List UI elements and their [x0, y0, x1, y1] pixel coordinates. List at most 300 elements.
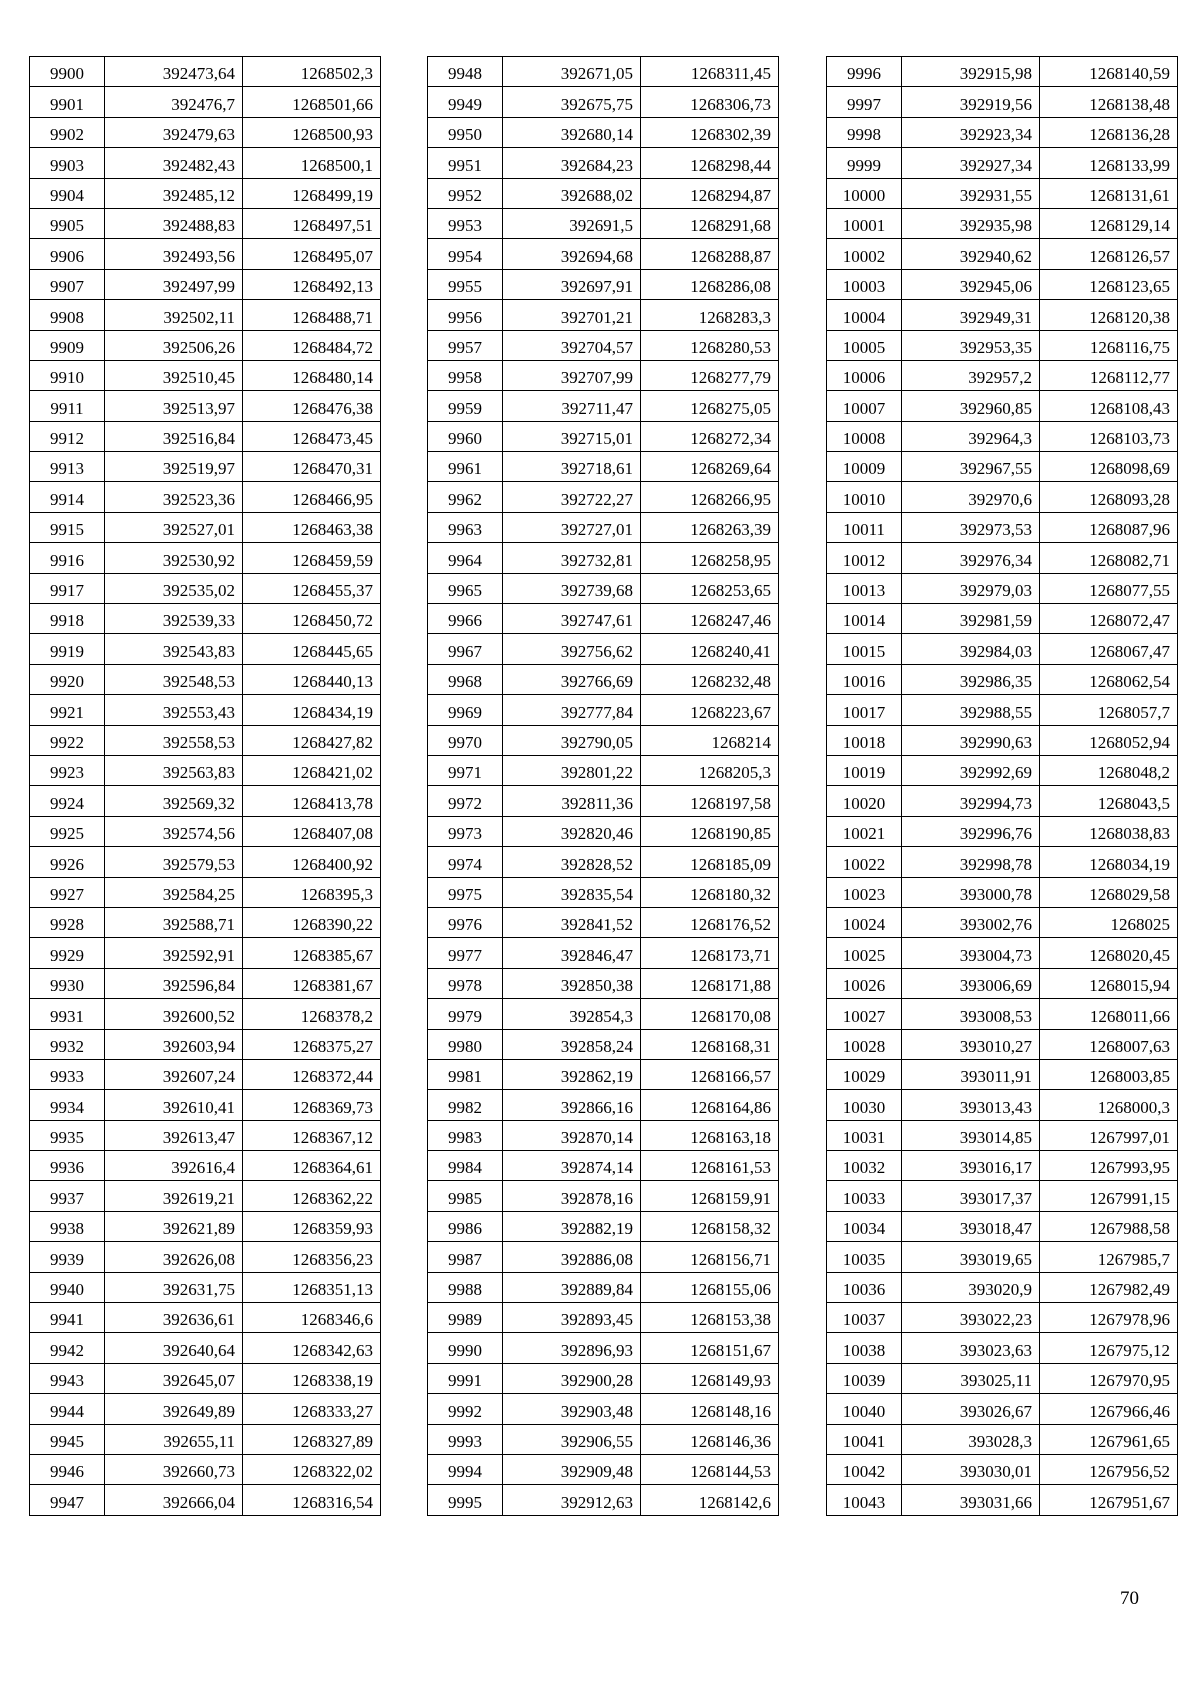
y-coordinate-cell: 1268322,02 — [243, 1454, 381, 1484]
x-coordinate-cell: 392927,34 — [902, 148, 1040, 178]
point-number-cell: 9938 — [30, 1211, 105, 1241]
y-coordinate-cell: 1267991,15 — [1040, 1181, 1178, 1211]
table-row — [827, 330, 1178, 360]
table-row — [428, 330, 779, 360]
table-row — [827, 604, 1178, 634]
table-row — [827, 573, 1178, 603]
table-row — [30, 695, 381, 725]
table-row — [428, 877, 779, 907]
point-number-cell: 9992 — [428, 1394, 503, 1424]
y-coordinate-cell: 1268316,54 — [243, 1485, 381, 1515]
point-number-cell: 9924 — [30, 786, 105, 816]
y-coordinate-cell: 1268342,63 — [243, 1333, 381, 1363]
point-number-cell: 9914 — [30, 482, 105, 512]
point-number-cell: 9904 — [30, 178, 105, 208]
x-coordinate-cell: 392896,93 — [503, 1333, 641, 1363]
y-coordinate-cell: 1268356,23 — [243, 1242, 381, 1272]
point-number-cell: 9943 — [30, 1363, 105, 1393]
point-number-cell: 9918 — [30, 604, 105, 634]
y-coordinate-cell: 1268311,45 — [641, 57, 779, 87]
point-number-cell: 9915 — [30, 512, 105, 542]
page-number: 70 — [1120, 1588, 1139, 1609]
point-number-cell: 10011 — [827, 512, 902, 542]
point-number-cell: 9974 — [428, 847, 503, 877]
x-coordinate-cell: 392588,71 — [105, 907, 243, 937]
x-coordinate-cell: 392569,32 — [105, 786, 243, 816]
point-number-cell: 9936 — [30, 1151, 105, 1181]
table-row — [30, 1090, 381, 1120]
y-coordinate-cell: 1268445,65 — [243, 634, 381, 664]
y-coordinate-cell: 1268170,08 — [641, 999, 779, 1029]
x-coordinate-cell: 392727,01 — [503, 512, 641, 542]
point-number-cell: 9991 — [428, 1363, 503, 1393]
x-coordinate-cell: 392510,45 — [105, 360, 243, 390]
y-coordinate-cell: 1268473,45 — [243, 421, 381, 451]
y-coordinate-cell: 1268025 — [1040, 907, 1178, 937]
table-row — [827, 1181, 1178, 1211]
y-coordinate-cell: 1268390,22 — [243, 907, 381, 937]
y-coordinate-cell: 1268253,65 — [641, 573, 779, 603]
table-row — [428, 999, 779, 1029]
y-coordinate-cell: 1268484,72 — [243, 330, 381, 360]
table-row — [30, 1059, 381, 1089]
point-number-cell: 9983 — [428, 1120, 503, 1150]
table-row — [428, 452, 779, 482]
y-coordinate-cell: 1268098,69 — [1040, 452, 1178, 482]
coordinate-table-body — [30, 57, 381, 1516]
x-coordinate-cell: 392986,35 — [902, 664, 1040, 694]
x-coordinate-cell: 392718,61 — [503, 452, 641, 482]
x-coordinate-cell: 392502,11 — [105, 300, 243, 330]
table-row — [428, 1211, 779, 1241]
y-coordinate-cell: 1268214 — [641, 725, 779, 755]
y-coordinate-cell: 1268048,2 — [1040, 755, 1178, 785]
y-coordinate-cell: 1268280,53 — [641, 330, 779, 360]
y-coordinate-cell: 1268455,37 — [243, 573, 381, 603]
point-number-cell: 9964 — [428, 543, 503, 573]
y-coordinate-cell: 1268362,22 — [243, 1181, 381, 1211]
y-coordinate-cell: 1268266,95 — [641, 482, 779, 512]
x-coordinate-cell: 393020,9 — [902, 1272, 1040, 1302]
x-coordinate-cell: 392506,26 — [105, 330, 243, 360]
y-coordinate-cell: 1268126,57 — [1040, 239, 1178, 269]
x-coordinate-cell: 392488,83 — [105, 208, 243, 238]
x-coordinate-cell: 392874,14 — [503, 1151, 641, 1181]
x-coordinate-cell: 392970,6 — [902, 482, 1040, 512]
y-coordinate-cell: 1268338,19 — [243, 1363, 381, 1393]
table-row — [30, 1181, 381, 1211]
x-coordinate-cell: 392940,62 — [902, 239, 1040, 269]
point-number-cell: 9910 — [30, 360, 105, 390]
table-row — [827, 755, 1178, 785]
x-coordinate-cell: 392660,73 — [105, 1454, 243, 1484]
x-coordinate-cell: 392790,05 — [503, 725, 641, 755]
y-coordinate-cell: 1268131,61 — [1040, 178, 1178, 208]
y-coordinate-cell: 1268038,83 — [1040, 816, 1178, 846]
point-number-cell: 10022 — [827, 847, 902, 877]
y-coordinate-cell: 1268291,68 — [641, 208, 779, 238]
table-row — [428, 938, 779, 968]
table-row — [428, 1120, 779, 1150]
table-row — [428, 1272, 779, 1302]
x-coordinate-cell: 392640,64 — [105, 1333, 243, 1363]
table-row — [428, 1303, 779, 1333]
x-coordinate-cell: 392915,98 — [902, 57, 1040, 87]
x-coordinate-cell: 392697,91 — [503, 269, 641, 299]
y-coordinate-cell: 1268168,31 — [641, 1029, 779, 1059]
point-number-cell: 10043 — [827, 1485, 902, 1515]
table-row — [428, 1394, 779, 1424]
x-coordinate-cell: 392523,36 — [105, 482, 243, 512]
point-number-cell: 9984 — [428, 1151, 503, 1181]
point-number-cell: 9946 — [30, 1454, 105, 1484]
point-number-cell: 10036 — [827, 1272, 902, 1302]
table-row — [827, 1151, 1178, 1181]
table-row — [428, 360, 779, 390]
y-coordinate-cell: 1268151,67 — [641, 1333, 779, 1363]
x-coordinate-cell: 392613,47 — [105, 1120, 243, 1150]
x-coordinate-cell: 392820,46 — [503, 816, 641, 846]
x-coordinate-cell: 392882,19 — [503, 1211, 641, 1241]
table-row — [30, 87, 381, 117]
y-coordinate-cell: 1268427,82 — [243, 725, 381, 755]
point-number-cell: 10038 — [827, 1333, 902, 1363]
y-coordinate-cell: 1268205,3 — [641, 755, 779, 785]
point-number-cell: 9935 — [30, 1120, 105, 1150]
point-number-cell: 10040 — [827, 1394, 902, 1424]
x-coordinate-cell: 392850,38 — [503, 968, 641, 998]
x-coordinate-cell: 392715,01 — [503, 421, 641, 451]
point-number-cell: 10039 — [827, 1363, 902, 1393]
y-coordinate-cell: 1267975,12 — [1040, 1333, 1178, 1363]
y-coordinate-cell: 1268298,44 — [641, 148, 779, 178]
y-coordinate-cell: 1268003,85 — [1040, 1059, 1178, 1089]
point-number-cell: 10018 — [827, 725, 902, 755]
table-row — [428, 239, 779, 269]
x-coordinate-cell: 393000,78 — [902, 877, 1040, 907]
point-number-cell: 9928 — [30, 907, 105, 937]
table-row — [428, 57, 779, 87]
x-coordinate-cell: 393019,65 — [902, 1242, 1040, 1272]
table-row — [827, 87, 1178, 117]
x-coordinate-cell: 393010,27 — [902, 1029, 1040, 1059]
y-coordinate-cell: 1268466,95 — [243, 482, 381, 512]
x-coordinate-cell: 392513,97 — [105, 391, 243, 421]
x-coordinate-cell: 392636,61 — [105, 1303, 243, 1333]
y-coordinate-cell: 1268120,38 — [1040, 300, 1178, 330]
y-coordinate-cell: 1268381,67 — [243, 968, 381, 998]
table-row — [428, 786, 779, 816]
table-row — [30, 604, 381, 634]
y-coordinate-cell: 1268421,02 — [243, 755, 381, 785]
table-row — [827, 421, 1178, 451]
point-number-cell: 10033 — [827, 1181, 902, 1211]
y-coordinate-cell: 1267985,7 — [1040, 1242, 1178, 1272]
x-coordinate-cell: 393008,53 — [902, 999, 1040, 1029]
table-row — [428, 755, 779, 785]
y-coordinate-cell: 1268476,38 — [243, 391, 381, 421]
x-coordinate-cell: 392707,99 — [503, 360, 641, 390]
y-coordinate-cell: 1268077,55 — [1040, 573, 1178, 603]
x-coordinate-cell: 392574,56 — [105, 816, 243, 846]
table-row — [827, 239, 1178, 269]
point-number-cell: 9971 — [428, 755, 503, 785]
x-coordinate-cell: 392655,11 — [105, 1424, 243, 1454]
y-coordinate-cell: 1268112,77 — [1040, 360, 1178, 390]
point-number-cell: 9945 — [30, 1424, 105, 1454]
y-coordinate-cell: 1268499,19 — [243, 178, 381, 208]
y-coordinate-cell: 1268463,38 — [243, 512, 381, 542]
x-coordinate-cell: 392931,55 — [902, 178, 1040, 208]
table-row — [827, 695, 1178, 725]
y-coordinate-cell: 1268000,3 — [1040, 1090, 1178, 1120]
table-row — [30, 877, 381, 907]
point-number-cell: 9941 — [30, 1303, 105, 1333]
table-row — [30, 1485, 381, 1515]
table-row — [827, 634, 1178, 664]
y-coordinate-cell: 1268378,2 — [243, 999, 381, 1029]
point-number-cell: 9916 — [30, 543, 105, 573]
point-number-cell: 10009 — [827, 452, 902, 482]
point-number-cell: 10031 — [827, 1120, 902, 1150]
y-coordinate-cell: 1268129,14 — [1040, 208, 1178, 238]
table-row — [827, 1394, 1178, 1424]
x-coordinate-cell: 392973,53 — [902, 512, 1040, 542]
table-row — [30, 1303, 381, 1333]
y-coordinate-cell: 1268133,99 — [1040, 148, 1178, 178]
x-coordinate-cell: 392497,99 — [105, 269, 243, 299]
x-coordinate-cell: 393025,11 — [902, 1363, 1040, 1393]
point-number-cell: 10015 — [827, 634, 902, 664]
point-number-cell: 9994 — [428, 1454, 503, 1484]
table-row — [428, 1151, 779, 1181]
y-coordinate-cell: 1268164,86 — [641, 1090, 779, 1120]
y-coordinate-cell: 1268185,09 — [641, 847, 779, 877]
x-coordinate-cell: 392994,73 — [902, 786, 1040, 816]
point-number-cell: 10012 — [827, 543, 902, 573]
y-coordinate-cell: 1268144,53 — [641, 1454, 779, 1484]
point-number-cell: 9931 — [30, 999, 105, 1029]
x-coordinate-cell: 392603,94 — [105, 1029, 243, 1059]
table-row — [827, 148, 1178, 178]
table-row — [30, 148, 381, 178]
y-coordinate-cell: 1268258,95 — [641, 543, 779, 573]
point-number-cell: 9901 — [30, 87, 105, 117]
x-coordinate-cell: 392543,83 — [105, 634, 243, 664]
y-coordinate-cell: 1268103,73 — [1040, 421, 1178, 451]
y-coordinate-cell: 1267970,95 — [1040, 1363, 1178, 1393]
table-row — [30, 725, 381, 755]
table-row — [30, 938, 381, 968]
point-number-cell: 9927 — [30, 877, 105, 907]
point-number-cell: 10017 — [827, 695, 902, 725]
table-row — [30, 999, 381, 1029]
y-coordinate-cell: 1268116,75 — [1040, 330, 1178, 360]
point-number-cell: 9944 — [30, 1394, 105, 1424]
x-coordinate-cell: 392579,53 — [105, 847, 243, 877]
table-row — [827, 57, 1178, 87]
point-number-cell: 10027 — [827, 999, 902, 1029]
table-row — [827, 208, 1178, 238]
y-coordinate-cell: 1268367,12 — [243, 1120, 381, 1150]
table-row — [428, 725, 779, 755]
x-coordinate-cell: 393026,67 — [902, 1394, 1040, 1424]
table-row — [827, 1363, 1178, 1393]
x-coordinate-cell: 392976,34 — [902, 543, 1040, 573]
table-row — [428, 604, 779, 634]
point-number-cell: 9998 — [827, 117, 902, 147]
x-coordinate-cell: 392621,89 — [105, 1211, 243, 1241]
x-coordinate-cell: 393016,17 — [902, 1151, 1040, 1181]
table-row — [827, 847, 1178, 877]
y-coordinate-cell: 1268500,93 — [243, 117, 381, 147]
y-coordinate-cell: 1268351,13 — [243, 1272, 381, 1302]
x-coordinate-cell: 392919,56 — [902, 87, 1040, 117]
point-number-cell: 10041 — [827, 1424, 902, 1454]
point-number-cell: 9958 — [428, 360, 503, 390]
x-coordinate-cell: 392675,75 — [503, 87, 641, 117]
x-coordinate-cell: 392846,47 — [503, 938, 641, 968]
point-number-cell: 10020 — [827, 786, 902, 816]
x-coordinate-cell: 392988,55 — [902, 695, 1040, 725]
y-coordinate-cell: 1268158,32 — [641, 1211, 779, 1241]
y-coordinate-cell: 1268372,44 — [243, 1059, 381, 1089]
y-coordinate-cell: 1268434,19 — [243, 695, 381, 725]
y-coordinate-cell: 1268283,3 — [641, 300, 779, 330]
point-number-cell: 9968 — [428, 664, 503, 694]
table-row — [30, 1424, 381, 1454]
table-row — [30, 421, 381, 451]
table-row — [428, 117, 779, 147]
point-number-cell: 9990 — [428, 1333, 503, 1363]
table-row — [428, 269, 779, 299]
y-coordinate-cell: 1268492,13 — [243, 269, 381, 299]
table-row — [827, 907, 1178, 937]
y-coordinate-cell: 1268153,38 — [641, 1303, 779, 1333]
table-row — [827, 117, 1178, 147]
x-coordinate-cell: 392996,76 — [902, 816, 1040, 846]
x-coordinate-cell: 392858,24 — [503, 1029, 641, 1059]
y-coordinate-cell: 1268020,45 — [1040, 938, 1178, 968]
x-coordinate-cell: 393013,43 — [902, 1090, 1040, 1120]
x-coordinate-cell: 392957,2 — [902, 360, 1040, 390]
point-number-cell: 9972 — [428, 786, 503, 816]
x-coordinate-cell: 392906,55 — [503, 1424, 641, 1454]
x-coordinate-cell: 392828,52 — [503, 847, 641, 877]
x-coordinate-cell: 393030,01 — [902, 1454, 1040, 1484]
y-coordinate-cell: 1267961,65 — [1040, 1424, 1178, 1454]
point-number-cell: 10021 — [827, 816, 902, 846]
point-number-cell: 10006 — [827, 360, 902, 390]
x-coordinate-cell: 392964,3 — [902, 421, 1040, 451]
point-number-cell: 9981 — [428, 1059, 503, 1089]
table-row — [30, 664, 381, 694]
x-coordinate-cell: 392923,34 — [902, 117, 1040, 147]
point-number-cell: 9949 — [428, 87, 503, 117]
x-coordinate-cell: 392777,84 — [503, 695, 641, 725]
point-number-cell: 9933 — [30, 1059, 105, 1089]
table-row — [30, 239, 381, 269]
y-coordinate-cell: 1268149,93 — [641, 1363, 779, 1393]
point-number-cell: 10001 — [827, 208, 902, 238]
point-number-cell: 9953 — [428, 208, 503, 238]
point-number-cell: 10008 — [827, 421, 902, 451]
table-row — [827, 877, 1178, 907]
point-number-cell: 10032 — [827, 1151, 902, 1181]
point-number-cell: 9907 — [30, 269, 105, 299]
x-coordinate-cell: 392722,27 — [503, 482, 641, 512]
x-coordinate-cell: 392694,68 — [503, 239, 641, 269]
y-coordinate-cell: 1268190,85 — [641, 816, 779, 846]
x-coordinate-cell: 392539,33 — [105, 604, 243, 634]
table-row — [428, 907, 779, 937]
x-coordinate-cell: 392493,56 — [105, 239, 243, 269]
table-row — [827, 1424, 1178, 1454]
x-coordinate-cell: 392953,35 — [902, 330, 1040, 360]
x-coordinate-cell: 392701,21 — [503, 300, 641, 330]
point-number-cell: 9951 — [428, 148, 503, 178]
table-row — [30, 1029, 381, 1059]
y-coordinate-cell: 1268043,5 — [1040, 786, 1178, 816]
point-number-cell: 10013 — [827, 573, 902, 603]
x-coordinate-cell: 392671,05 — [503, 57, 641, 87]
point-number-cell: 9912 — [30, 421, 105, 451]
y-coordinate-cell: 1268072,47 — [1040, 604, 1178, 634]
x-coordinate-cell: 392631,75 — [105, 1272, 243, 1302]
table-row — [30, 755, 381, 785]
table-row — [428, 968, 779, 998]
table-row — [827, 1242, 1178, 1272]
x-coordinate-cell: 392479,63 — [105, 117, 243, 147]
y-coordinate-cell: 1268488,71 — [243, 300, 381, 330]
x-coordinate-cell: 393014,85 — [902, 1120, 1040, 1150]
point-number-cell: 10019 — [827, 755, 902, 785]
table-row — [827, 1272, 1178, 1302]
point-number-cell: 10042 — [827, 1454, 902, 1484]
table-row — [827, 1211, 1178, 1241]
y-coordinate-cell: 1268057,7 — [1040, 695, 1178, 725]
y-coordinate-cell: 1267993,95 — [1040, 1151, 1178, 1181]
y-coordinate-cell: 1267951,67 — [1040, 1485, 1178, 1515]
x-coordinate-cell: 392756,62 — [503, 634, 641, 664]
table-row — [827, 816, 1178, 846]
y-coordinate-cell: 1268413,78 — [243, 786, 381, 816]
table-row — [30, 543, 381, 573]
table-row — [30, 1454, 381, 1484]
point-number-cell: 9923 — [30, 755, 105, 785]
coordinate-table-3 — [826, 56, 1178, 1516]
y-coordinate-cell: 1268052,94 — [1040, 725, 1178, 755]
table-row — [428, 1454, 779, 1484]
table-row — [30, 816, 381, 846]
point-number-cell: 9947 — [30, 1485, 105, 1515]
table-row — [30, 57, 381, 87]
table-row — [428, 148, 779, 178]
y-coordinate-cell: 1267966,46 — [1040, 1394, 1178, 1424]
x-coordinate-cell: 392600,52 — [105, 999, 243, 1029]
y-coordinate-cell: 1268333,27 — [243, 1394, 381, 1424]
x-coordinate-cell: 392482,43 — [105, 148, 243, 178]
y-coordinate-cell: 1268082,71 — [1040, 543, 1178, 573]
point-number-cell: 9993 — [428, 1424, 503, 1454]
x-coordinate-cell: 392619,21 — [105, 1181, 243, 1211]
y-coordinate-cell: 1268302,39 — [641, 117, 779, 147]
point-number-cell: 9976 — [428, 907, 503, 937]
x-coordinate-cell: 392711,47 — [503, 391, 641, 421]
point-number-cell: 9906 — [30, 239, 105, 269]
x-coordinate-cell: 392835,54 — [503, 877, 641, 907]
x-coordinate-cell: 392553,43 — [105, 695, 243, 725]
